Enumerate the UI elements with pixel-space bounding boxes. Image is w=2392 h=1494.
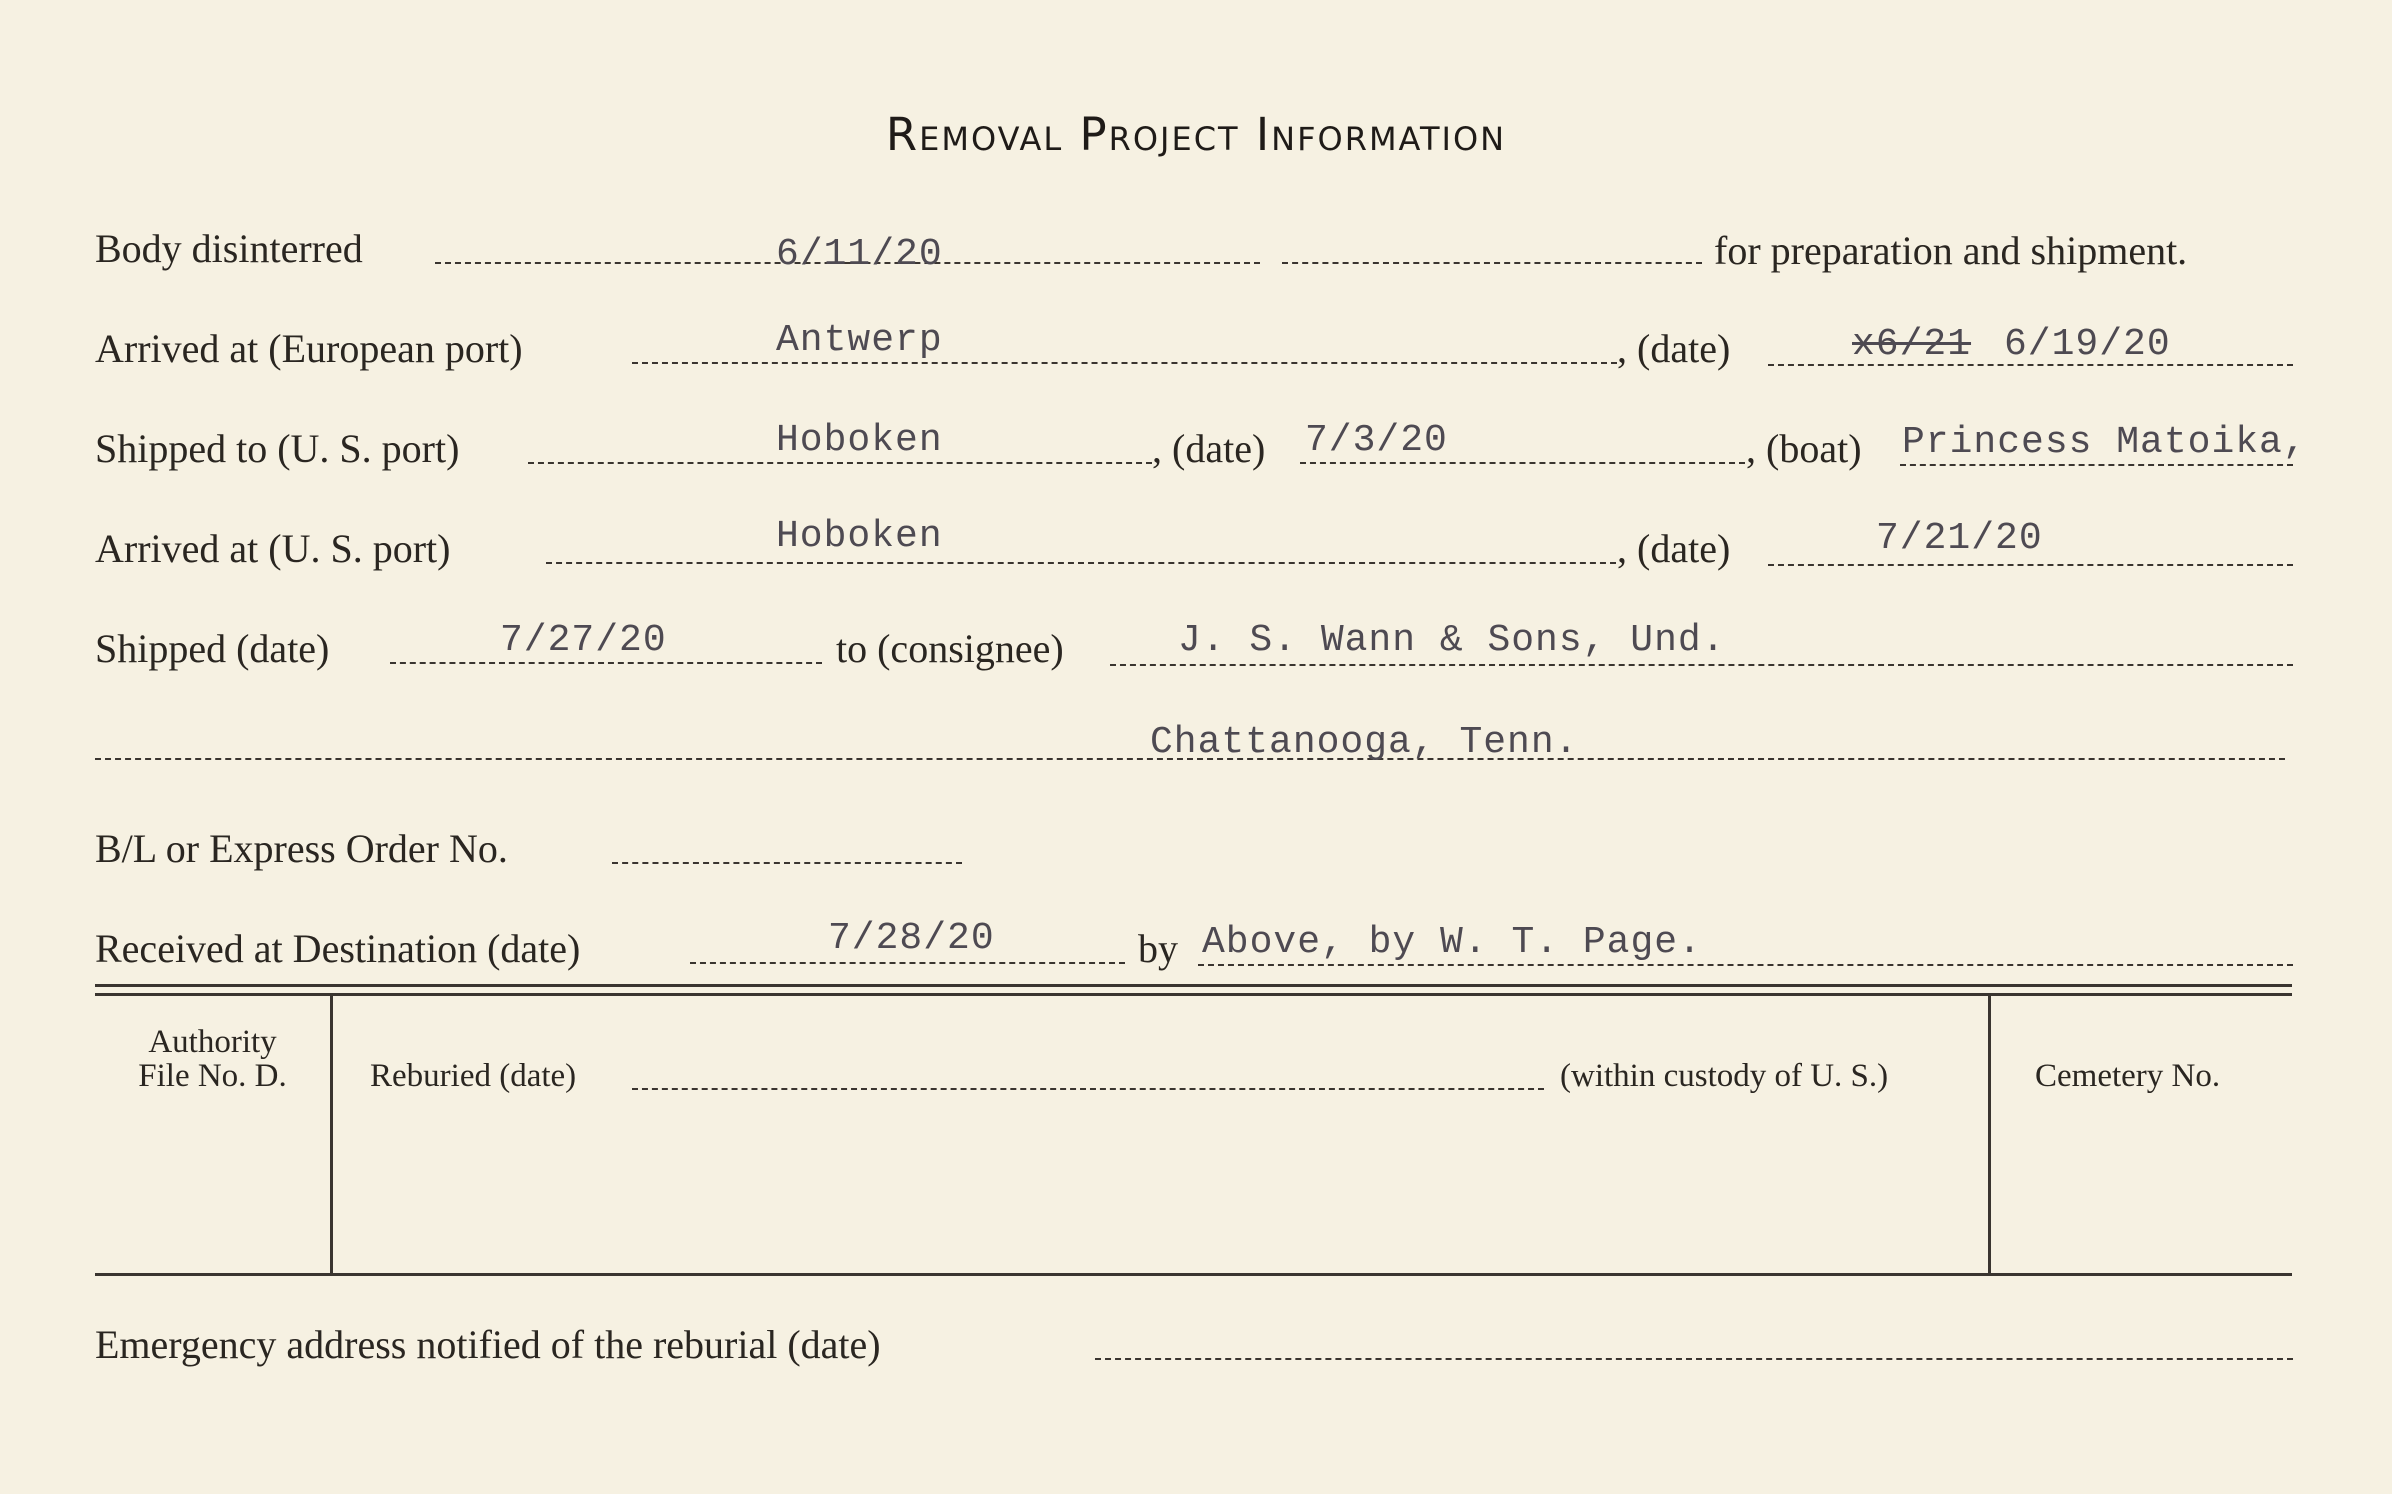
received-by-value: Above, by W. T. Page. — [1202, 921, 1702, 964]
custody-label: (within custody of U. S.) — [1560, 1058, 1889, 1094]
received-by-label: by — [1138, 926, 1178, 971]
arrived-us-port-label: Arrived at (U. S. port) — [95, 526, 451, 571]
file-no-label: File No. D. — [138, 1058, 287, 1094]
table-top-rule-2 — [95, 993, 2292, 996]
bl-order-label: B/L or Express Order No. — [95, 826, 508, 871]
shipped-us-boat-value: Princess Matoika, — [1902, 421, 2307, 464]
arrived-us-port-line — [546, 562, 1616, 564]
arrived-european-date-label: , (date) — [1617, 326, 1731, 371]
received-destination-value: 7/28/20 — [828, 917, 995, 960]
authority-label: Authority — [148, 1024, 277, 1060]
shipped-us-boat-label: , (boat) — [1746, 426, 1862, 471]
cemetery-no-label: Cemetery No. — [2035, 1058, 2221, 1094]
bl-order-line — [612, 862, 962, 864]
shipped-us-date-value: 7/3/20 — [1305, 419, 1448, 462]
body-disinterred-label: Body disinterred — [95, 226, 363, 271]
arrived-european-date-value: 6/19/20 — [2004, 323, 2171, 366]
arrived-us-date-label: , (date) — [1617, 526, 1731, 571]
table-divider-left — [330, 996, 333, 1273]
table-divider-right — [1988, 996, 1991, 1273]
received-destination-line — [690, 962, 1125, 964]
table-top-rule-1 — [95, 984, 2292, 987]
shipped-date-value: 7/27/20 — [500, 619, 667, 662]
shipped-us-date-line — [1300, 462, 1745, 464]
shipped-date-line — [390, 662, 822, 664]
consignee-address-value: Chattanooga, Tenn. — [1150, 721, 1579, 764]
arrived-us-date-line — [1768, 564, 2293, 566]
consignee-value: J. S. Wann & Sons, Und. — [1178, 619, 1726, 662]
shipped-us-date-label: , (date) — [1152, 426, 1266, 471]
body-disinterred-value: 6/11/20 — [776, 233, 943, 276]
body-disinterred-line-2 — [1282, 262, 1702, 264]
emergency-address-line — [1095, 1358, 2293, 1360]
received-by-line — [1198, 964, 2293, 966]
reburied-date-line — [632, 1088, 1544, 1090]
shipped-us-port-label: Shipped to (U. S. port) — [95, 426, 460, 471]
arrived-european-port-value: Antwerp — [776, 319, 943, 362]
emergency-address-label: Emergency address notified of the reburial (date) — [95, 1322, 881, 1367]
arrived-european-port-label: Arrived at (European port) — [95, 326, 523, 371]
arrived-european-port-line — [632, 362, 1617, 364]
received-destination-label: Received at Destination (date) — [95, 926, 581, 971]
shipped-date-label: Shipped (date) — [95, 626, 330, 671]
arrived-european-date-struck: x6/21 — [1852, 323, 1972, 366]
shipped-us-port-line — [528, 462, 1152, 464]
shipped-us-boat-line — [1900, 464, 2293, 466]
consignee-line — [1110, 664, 2293, 666]
consignee-label: to (consignee) — [836, 626, 1064, 671]
preparation-shipment-text: for preparation and shipment. — [1714, 228, 2188, 273]
page-title: Removal Project Information — [885, 108, 1507, 161]
reburied-date-label: Reburied (date) — [370, 1058, 577, 1094]
arrived-us-port-value: Hoboken — [776, 515, 943, 558]
arrived-us-date-value: 7/21/20 — [1876, 517, 2043, 560]
shipped-us-port-value: Hoboken — [776, 419, 943, 462]
table-bottom-rule — [95, 1273, 2292, 1276]
